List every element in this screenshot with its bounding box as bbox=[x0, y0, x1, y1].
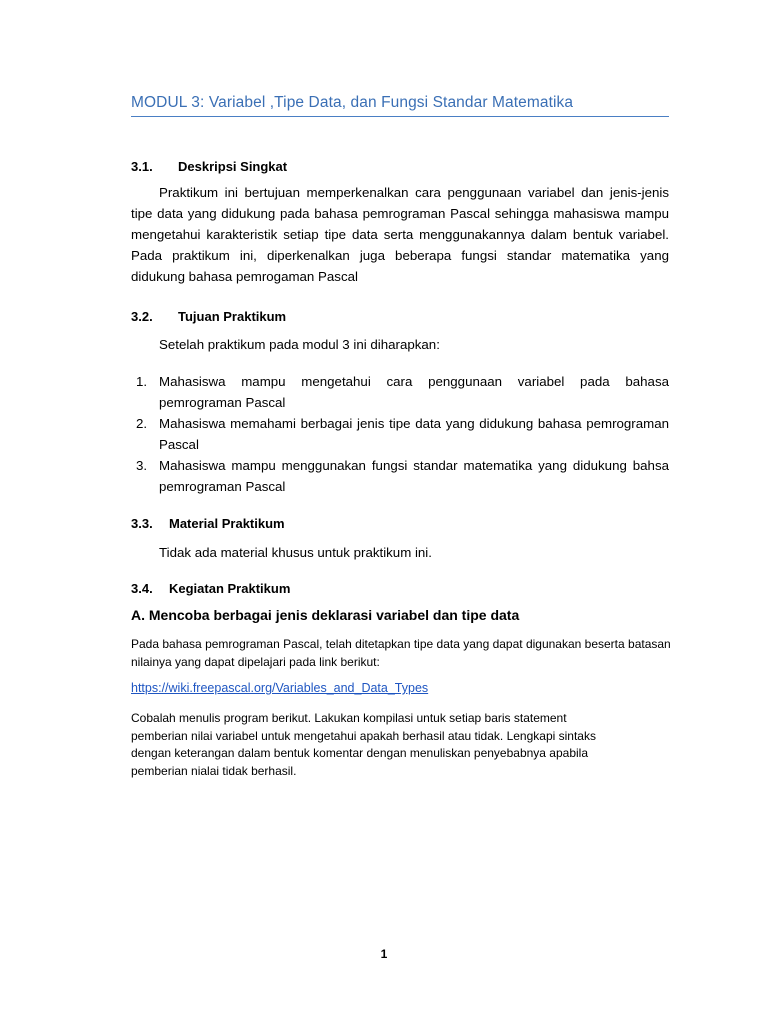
list-item-text: Mahasiswa mampu mengetahui cara penggunaan variabel pada bahasa pemrograman Pascal bbox=[159, 374, 669, 410]
section-heading-3-3 bbox=[131, 516, 285, 531]
text-line: Cobalah menulis program berikut. Lakukan kompilasi untuk setiap baris statement bbox=[131, 711, 567, 725]
freepascal-link[interactable]: https://wiki.freepascal.org/Variables_and_Data_Types bbox=[131, 681, 429, 695]
section-3-2-intro: Setelah praktikum pada modul 3 ini diharapkan: bbox=[159, 337, 440, 352]
section-3-1-body: Praktikum ini bertujuan memperkenalkan cara penggunaan variabel dan jenis-jenis tipe data yang didukung pada bahasa pemrograman Pascal sehingga mahasiswa mampu mengetahui karakteristik setiap tipe data serta menggunakannya dalam bentuk variabel. Pada praktikum ini, diperkenalkan juga beberapa fungsi standar matematika yang didukung bahasa pemrogaman Pascal bbox=[131, 185, 669, 284]
section-number: 3.1. bbox=[131, 159, 153, 174]
text-line: pemberian nilai variabel untuk mengetahui apakah berhasil atau tidak. Lengkapi sintaks bbox=[131, 728, 596, 743]
objectives-list bbox=[131, 371, 669, 497]
section-heading-3-1 bbox=[131, 159, 287, 174]
section-3-3-body: Tidak ada material khusus untuk praktikum ini. bbox=[159, 545, 432, 560]
page-number: 1 bbox=[380, 947, 388, 961]
list-item bbox=[131, 455, 669, 497]
module-title: MODUL 3: Variabel ,Tipe Data, dan Fungsi Standar Matematika bbox=[131, 94, 669, 117]
list-item bbox=[131, 413, 669, 455]
section-heading-3-2 bbox=[131, 309, 286, 324]
list-item bbox=[131, 371, 669, 413]
section-3-4-para-1: Pada bahasa pemrograman Pascal, telah ditetapkan tipe data yang dapat digunakan beserta batasan nilainya yang dapat dipelajari pada link berikut: bbox=[131, 637, 671, 669]
subsection-heading-a: A. Mencoba berbagai jenis deklarasi variabel dan tipe data bbox=[131, 607, 520, 623]
list-marker: 2. bbox=[136, 416, 148, 431]
section-number: 3.2. bbox=[131, 309, 153, 324]
section-title: Kegiatan Praktikum bbox=[169, 581, 291, 596]
section-heading-3-4 bbox=[131, 581, 290, 596]
list-marker: 3. bbox=[136, 458, 148, 473]
section-number: 3.3. bbox=[131, 516, 153, 531]
list-item-text: Mahasiswa memahami berbagai jenis tipe data yang didukung bahasa pemrograman Pascal bbox=[159, 416, 669, 452]
text-line: pemberian nialai tidak berhasil. bbox=[131, 763, 297, 778]
section-title: Deskripsi Singkat bbox=[178, 159, 288, 174]
list-item-text: Mahasiswa mampu menggunakan fungsi standar matematika yang didukung bahsa pemrograman Pascal bbox=[159, 458, 669, 494]
section-3-4-para-2 bbox=[131, 710, 671, 780]
section-number: 3.4. bbox=[131, 581, 153, 596]
section-title: Material Praktikum bbox=[169, 516, 285, 531]
section-title: Tujuan Praktikum bbox=[178, 309, 287, 324]
list-marker: 1. bbox=[136, 374, 148, 389]
text-line: dengan keterangan dalam bentuk komentar dengan menuliskan penyebabnya apabila bbox=[131, 746, 589, 760]
